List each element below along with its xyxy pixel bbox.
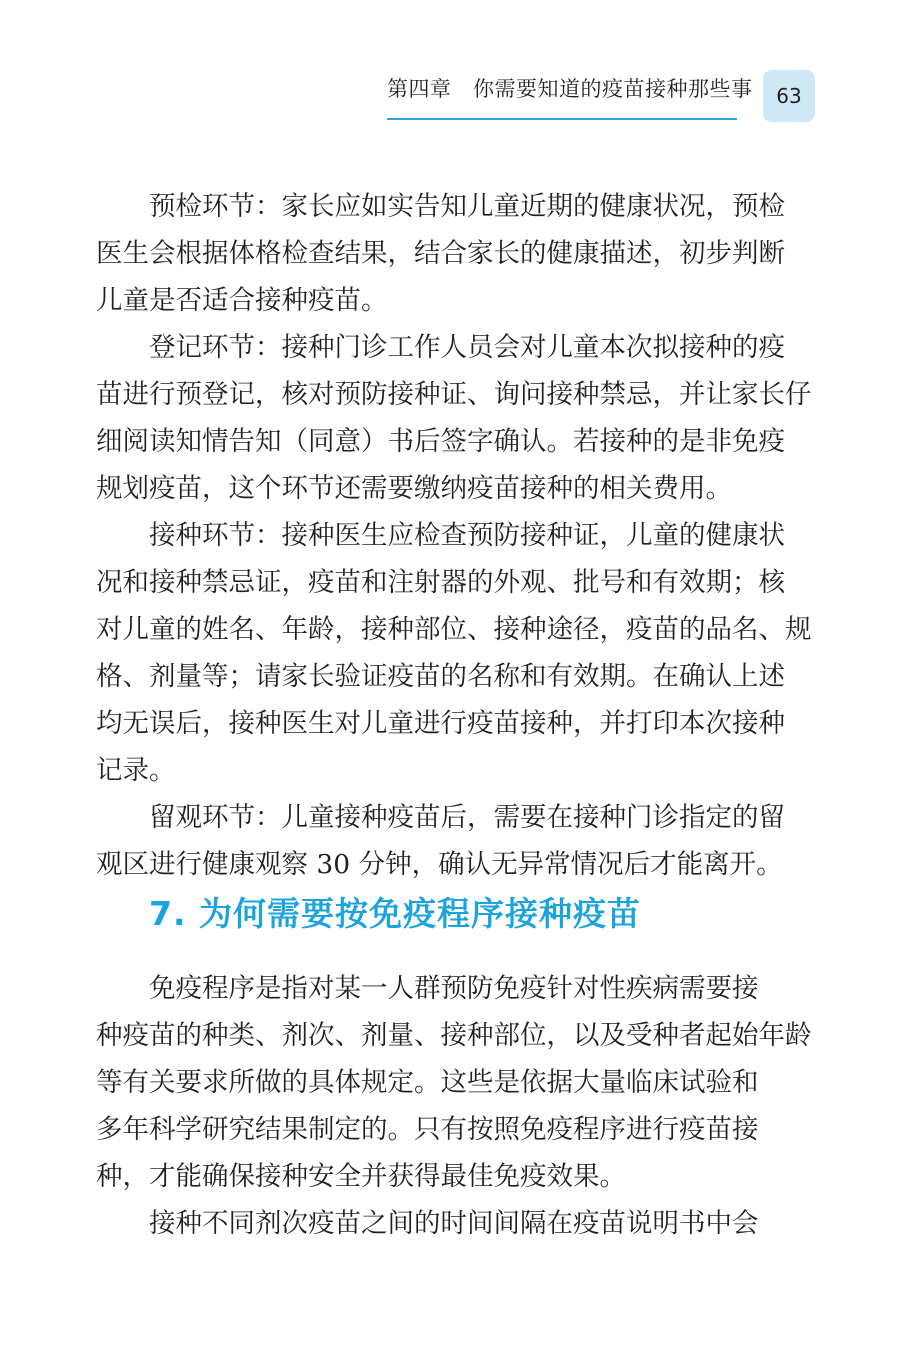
text-line: 等有关要求所做的具体规定。这些是依据大量临床试验和 xyxy=(96,1067,759,1098)
header-rule xyxy=(387,118,737,120)
text-line: 均无误后，接种医生对儿童进行疫苗接种，并打印本次接种 xyxy=(96,708,785,739)
text-line: 多年科学研究结果制定的。只有按照免疫程序进行疫苗接 xyxy=(96,1114,759,1145)
text-line: 况和接种禁忌证，疫苗和注射器的外观、批号和有效期；核 xyxy=(96,567,785,598)
text-line: 记录。 xyxy=(96,755,176,786)
text-line: 对儿童的姓名、年龄，接种部位、接种途径，疫苗的品名、规 xyxy=(96,614,812,645)
paragraph xyxy=(96,965,812,1200)
paragraph xyxy=(96,794,795,888)
section-2-body xyxy=(96,965,812,1247)
chapter-title: 第四章 你需要知道的疫苗接种那些事 xyxy=(387,77,753,101)
text-line: 儿童是否适合接种疫苗。 xyxy=(96,285,388,316)
paragraph xyxy=(96,512,812,794)
text-line: 登记环节：接种门诊工作人员会对儿童本次拟接种的疫 xyxy=(149,332,785,363)
text-line: 接种环节：接种医生应检查预防接种证，儿童的健康状 xyxy=(149,520,785,551)
text-line: 预检环节：家长应如实告知儿童近期的健康状况，预检 xyxy=(149,191,785,222)
text-line: 医生会根据体格检查结果，结合家长的健康描述，初步判断 xyxy=(96,238,785,269)
page-number: 63 xyxy=(763,70,815,122)
text-line: 细阅读知情告知（同意）书后签字确认。若接种的是非免疫 xyxy=(96,426,785,457)
text-line: 种，才能确保接种安全并获得最佳免疫效果。 xyxy=(96,1161,626,1192)
text-line: 苗进行预登记，核对预防接种证、询问接种禁忌，并让家长仔 xyxy=(96,379,812,410)
paragraph xyxy=(96,324,812,512)
text-line: 格、剂量等；请家长验证疫苗的名称和有效期。在确认上述 xyxy=(96,661,785,692)
running-header xyxy=(387,74,753,104)
text-line: 留观环节：儿童接种疫苗后，需要在接种门诊指定的留 xyxy=(149,802,785,833)
text-line: 种疫苗的种类、剂次、剂量、接种部位，以及受种者起始年龄 xyxy=(96,1020,812,1051)
text-line: 规划疫苗，这个环节还需要缴纳疫苗接种的相关费用。 xyxy=(96,473,732,504)
text-line: 接种不同剂次疫苗之间的时间间隔在疫苗说明书中会 xyxy=(149,1208,759,1239)
paragraph xyxy=(149,1200,795,1247)
text-line: 免疫程序是指对某一人群预防免疫针对性疾病需要接 xyxy=(149,973,759,1004)
text-line: 观区进行健康观察 30 分钟，确认无异常情况后才能离开。 xyxy=(96,849,783,880)
section-heading: 7. 为何需要按免疫程序接种疫苗 xyxy=(149,894,641,933)
paragraph xyxy=(96,183,795,324)
section-1-body xyxy=(96,183,812,888)
